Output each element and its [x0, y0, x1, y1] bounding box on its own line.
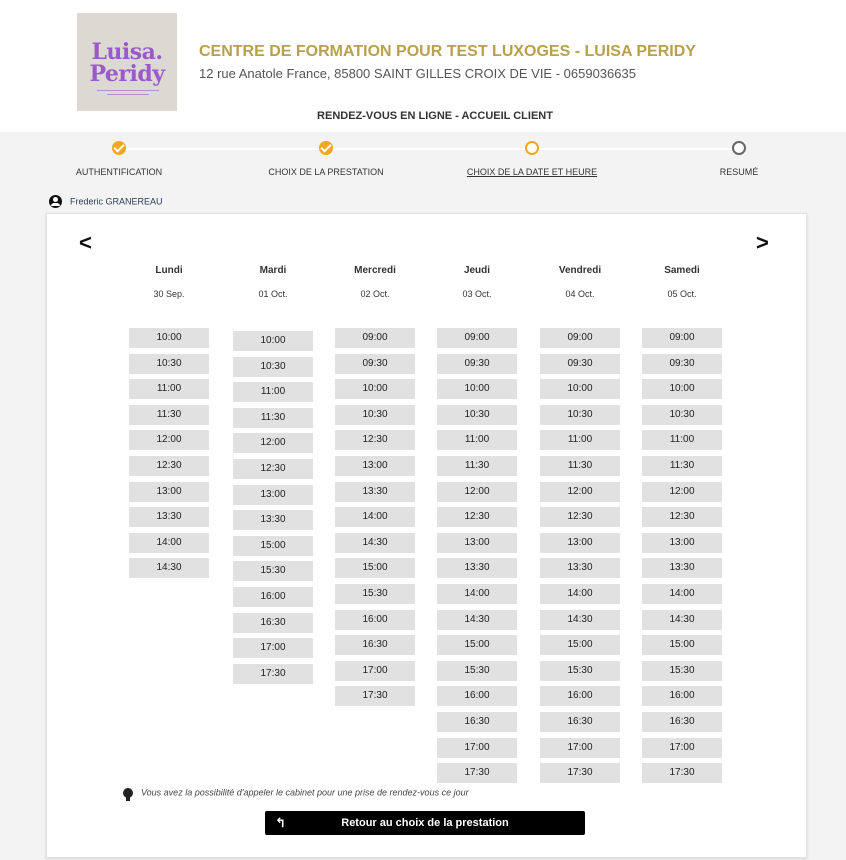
time-slot[interactable]: 12:30 [642, 507, 722, 527]
time-slot[interactable]: 15:30 [540, 661, 620, 681]
time-slot[interactable]: 10:00 [540, 379, 620, 399]
time-slot[interactable]: 17:30 [540, 763, 620, 783]
time-slot[interactable]: 14:30 [335, 533, 415, 553]
time-slot[interactable]: 15:00 [335, 558, 415, 578]
header [0, 0, 846, 132]
time-slot[interactable]: 15:00 [540, 635, 620, 655]
time-slot[interactable]: 14:30 [437, 610, 517, 630]
step-label: AUTHENTIFICATION [75, 167, 163, 177]
time-slot[interactable]: 14:00 [437, 584, 517, 604]
time-slot[interactable]: 17:00 [540, 738, 620, 758]
step-resume [639, 138, 839, 177]
back-to-service-choice-button[interactable] [265, 811, 585, 835]
step-choix-date-heure[interactable] [432, 138, 632, 177]
time-slot[interactable]: 10:30 [642, 405, 722, 425]
day-date: 04 Oct. [565, 289, 595, 299]
time-slot[interactable]: 10:30 [437, 405, 517, 425]
time-slot[interactable]: 10:30 [540, 405, 620, 425]
day-column-vendredi [540, 265, 620, 789]
time-slot[interactable]: 15:00 [642, 635, 722, 655]
step-done-check-icon [112, 141, 126, 155]
slot-list [642, 328, 722, 783]
time-slot[interactable]: 13:00 [437, 533, 517, 553]
time-slot[interactable]: 15:30 [642, 661, 722, 681]
step-authentification [19, 138, 219, 177]
time-slot[interactable]: 16:00 [233, 587, 313, 607]
time-slot[interactable]: 09:30 [335, 354, 415, 374]
time-slot[interactable]: 11:00 [540, 430, 620, 450]
time-slot[interactable]: 10:30 [335, 405, 415, 425]
time-slot[interactable]: 13:30 [437, 558, 517, 578]
slot-list [437, 328, 517, 783]
day-column-lundi [129, 265, 209, 584]
slot-list [540, 328, 620, 783]
lightbulb-icon [123, 788, 133, 798]
day-name: Samedi [664, 265, 700, 276]
logo-line1: Luisa. [91, 39, 163, 65]
time-slot[interactable]: 16:30 [437, 712, 517, 732]
time-slot[interactable]: 15:30 [233, 561, 313, 581]
company-logo [77, 13, 177, 111]
time-slot[interactable]: 13:00 [540, 533, 620, 553]
time-slot[interactable]: 11:00 [437, 430, 517, 450]
time-slot[interactable]: 13:00 [335, 456, 415, 476]
time-slot[interactable]: 13:30 [540, 558, 620, 578]
step-done-check-icon [319, 141, 333, 155]
time-slot[interactable]: 11:30 [437, 456, 517, 476]
logo-tagline-2 [107, 94, 149, 95]
time-slot[interactable]: 12:30 [437, 507, 517, 527]
time-slot[interactable]: 17:00 [233, 638, 313, 658]
day-name: Vendredi [558, 265, 602, 276]
progress-stepper [0, 138, 846, 188]
step-label[interactable]: CHOIX DE LA DATE ET HEURE [466, 167, 598, 177]
time-slot[interactable]: 16:00 [437, 686, 517, 706]
time-slot[interactable]: 12:30 [233, 459, 313, 479]
time-slot[interactable]: 13:00 [233, 485, 313, 505]
time-slot[interactable]: 10:00 [233, 331, 313, 351]
logo-tagline [97, 90, 159, 91]
company-address: 12 rue Anatole France, 85800 SAINT GILLES CROIX DE VIE - 0659036635 [199, 66, 636, 81]
time-slot[interactable]: 11:30 [129, 405, 209, 425]
time-slot[interactable]: 14:00 [540, 584, 620, 604]
day-name: Lundi [155, 265, 183, 276]
back-arrow-icon: ↰ [275, 815, 286, 830]
time-slot[interactable]: 14:30 [642, 610, 722, 630]
time-slot[interactable]: 10:00 [437, 379, 517, 399]
time-slot[interactable]: 09:00 [437, 328, 517, 348]
step-current-circle-icon [525, 141, 539, 155]
previous-week-button[interactable]: < [79, 230, 92, 255]
time-slot[interactable]: 14:00 [335, 507, 415, 527]
time-slot[interactable]: 12:30 [540, 507, 620, 527]
day-name: Mardi [259, 265, 287, 276]
time-slot[interactable]: 10:00 [642, 379, 722, 399]
time-slot[interactable]: 14:00 [642, 584, 722, 604]
time-slot[interactable]: 16:30 [642, 712, 722, 732]
time-slot[interactable]: 10:30 [233, 357, 313, 377]
time-slot[interactable]: 13:00 [642, 533, 722, 553]
company-name: CENTRE DE FORMATION POUR TEST LUXOGES - LUISA PERIDY [199, 43, 696, 60]
day-date: 30 Sep. [153, 289, 185, 299]
back-button-label: Retour au choix de la prestation [341, 817, 509, 829]
time-slot[interactable]: 14:30 [540, 610, 620, 630]
day-column-mercredi [335, 265, 415, 712]
time-slot[interactable]: 15:30 [437, 661, 517, 681]
time-slot[interactable]: 16:00 [642, 686, 722, 706]
slot-list [233, 331, 313, 684]
time-slot[interactable]: 11:30 [540, 456, 620, 476]
time-slot[interactable]: 11:00 [233, 382, 313, 402]
time-slot[interactable]: 17:30 [437, 763, 517, 783]
time-slot[interactable]: 14:00 [129, 533, 209, 553]
time-slot[interactable]: 10:00 [335, 379, 415, 399]
time-slot[interactable]: 15:30 [335, 584, 415, 604]
time-slot[interactable]: 12:30 [129, 456, 209, 476]
time-slot[interactable]: 15:00 [437, 635, 517, 655]
time-slot[interactable]: 14:30 [129, 558, 209, 578]
step-pending-circle-icon [732, 141, 746, 155]
time-slot[interactable]: 17:30 [642, 763, 722, 783]
time-slot[interactable]: 09:30 [642, 354, 722, 374]
time-slot[interactable]: 17:00 [642, 738, 722, 758]
day-column-jeudi [437, 265, 517, 789]
info-message [123, 787, 469, 798]
time-slot[interactable]: 12:00 [129, 430, 209, 450]
time-slot[interactable]: 16:00 [335, 610, 415, 630]
time-slot[interactable]: 12:00 [642, 482, 722, 502]
time-slot[interactable]: 17:00 [437, 738, 517, 758]
day-column-samedi [642, 265, 722, 789]
user-icon [49, 195, 62, 208]
day-date: 05 Oct. [667, 289, 697, 299]
time-slot[interactable]: 16:30 [335, 635, 415, 655]
time-slot[interactable]: 12:00 [540, 482, 620, 502]
logo-line2: Peridy [89, 61, 165, 87]
time-slot[interactable]: 09:00 [335, 328, 415, 348]
logged-user [49, 195, 163, 208]
day-name: Jeudi [463, 265, 491, 276]
time-slot[interactable]: 13:30 [335, 482, 415, 502]
time-slot[interactable]: 12:00 [437, 482, 517, 502]
day-column-mardi [233, 265, 313, 689]
time-slot[interactable]: 13:00 [129, 482, 209, 502]
time-slot[interactable]: 09:00 [642, 328, 722, 348]
time-slot[interactable]: 13:30 [129, 507, 209, 527]
time-slot[interactable]: 11:00 [642, 430, 722, 450]
time-slot[interactable]: 10:00 [129, 328, 209, 348]
time-slot[interactable]: 09:00 [540, 328, 620, 348]
time-slot[interactable]: 12:00 [233, 433, 313, 453]
slot-list [129, 328, 209, 578]
time-slot[interactable]: 11:30 [642, 456, 722, 476]
time-slot[interactable]: 16:30 [540, 712, 620, 732]
page-title: RENDEZ-VOUS EN LIGNE - ACCUEIL CLIENT [317, 110, 553, 122]
time-slot[interactable]: 13:30 [642, 558, 722, 578]
time-slot[interactable]: 17:30 [233, 664, 313, 684]
time-slot[interactable]: 10:30 [129, 354, 209, 374]
time-slot[interactable]: 15:00 [233, 536, 313, 556]
slot-list [335, 328, 415, 706]
info-text: Vous avez la possibilité d'appeler le cabinet pour une prise de rendez-vous ce jour [141, 787, 469, 798]
time-slot[interactable]: 17:30 [335, 686, 415, 706]
day-date: 02 Oct. [360, 289, 390, 299]
user-name: Frederic GRANEREAU [70, 196, 163, 207]
time-slot[interactable]: 17:00 [335, 661, 415, 681]
step-choix-prestation [226, 138, 426, 177]
time-slot[interactable]: 11:30 [233, 408, 313, 428]
next-week-button[interactable]: > [756, 230, 769, 255]
step-label: RESUMÉ [719, 167, 759, 177]
day-date: 01 Oct. [258, 289, 288, 299]
time-slot[interactable]: 09:30 [540, 354, 620, 374]
time-slot[interactable]: 13:30 [233, 510, 313, 530]
time-slot[interactable]: 16:00 [540, 686, 620, 706]
time-slot[interactable]: 11:00 [129, 379, 209, 399]
day-date: 03 Oct. [462, 289, 492, 299]
step-label: CHOIX DE LA PRESTATION [268, 167, 384, 177]
day-name: Mercredi [354, 265, 396, 276]
time-slot[interactable]: 09:30 [437, 354, 517, 374]
time-slot[interactable]: 12:30 [335, 430, 415, 450]
time-slot[interactable]: 16:30 [233, 613, 313, 633]
